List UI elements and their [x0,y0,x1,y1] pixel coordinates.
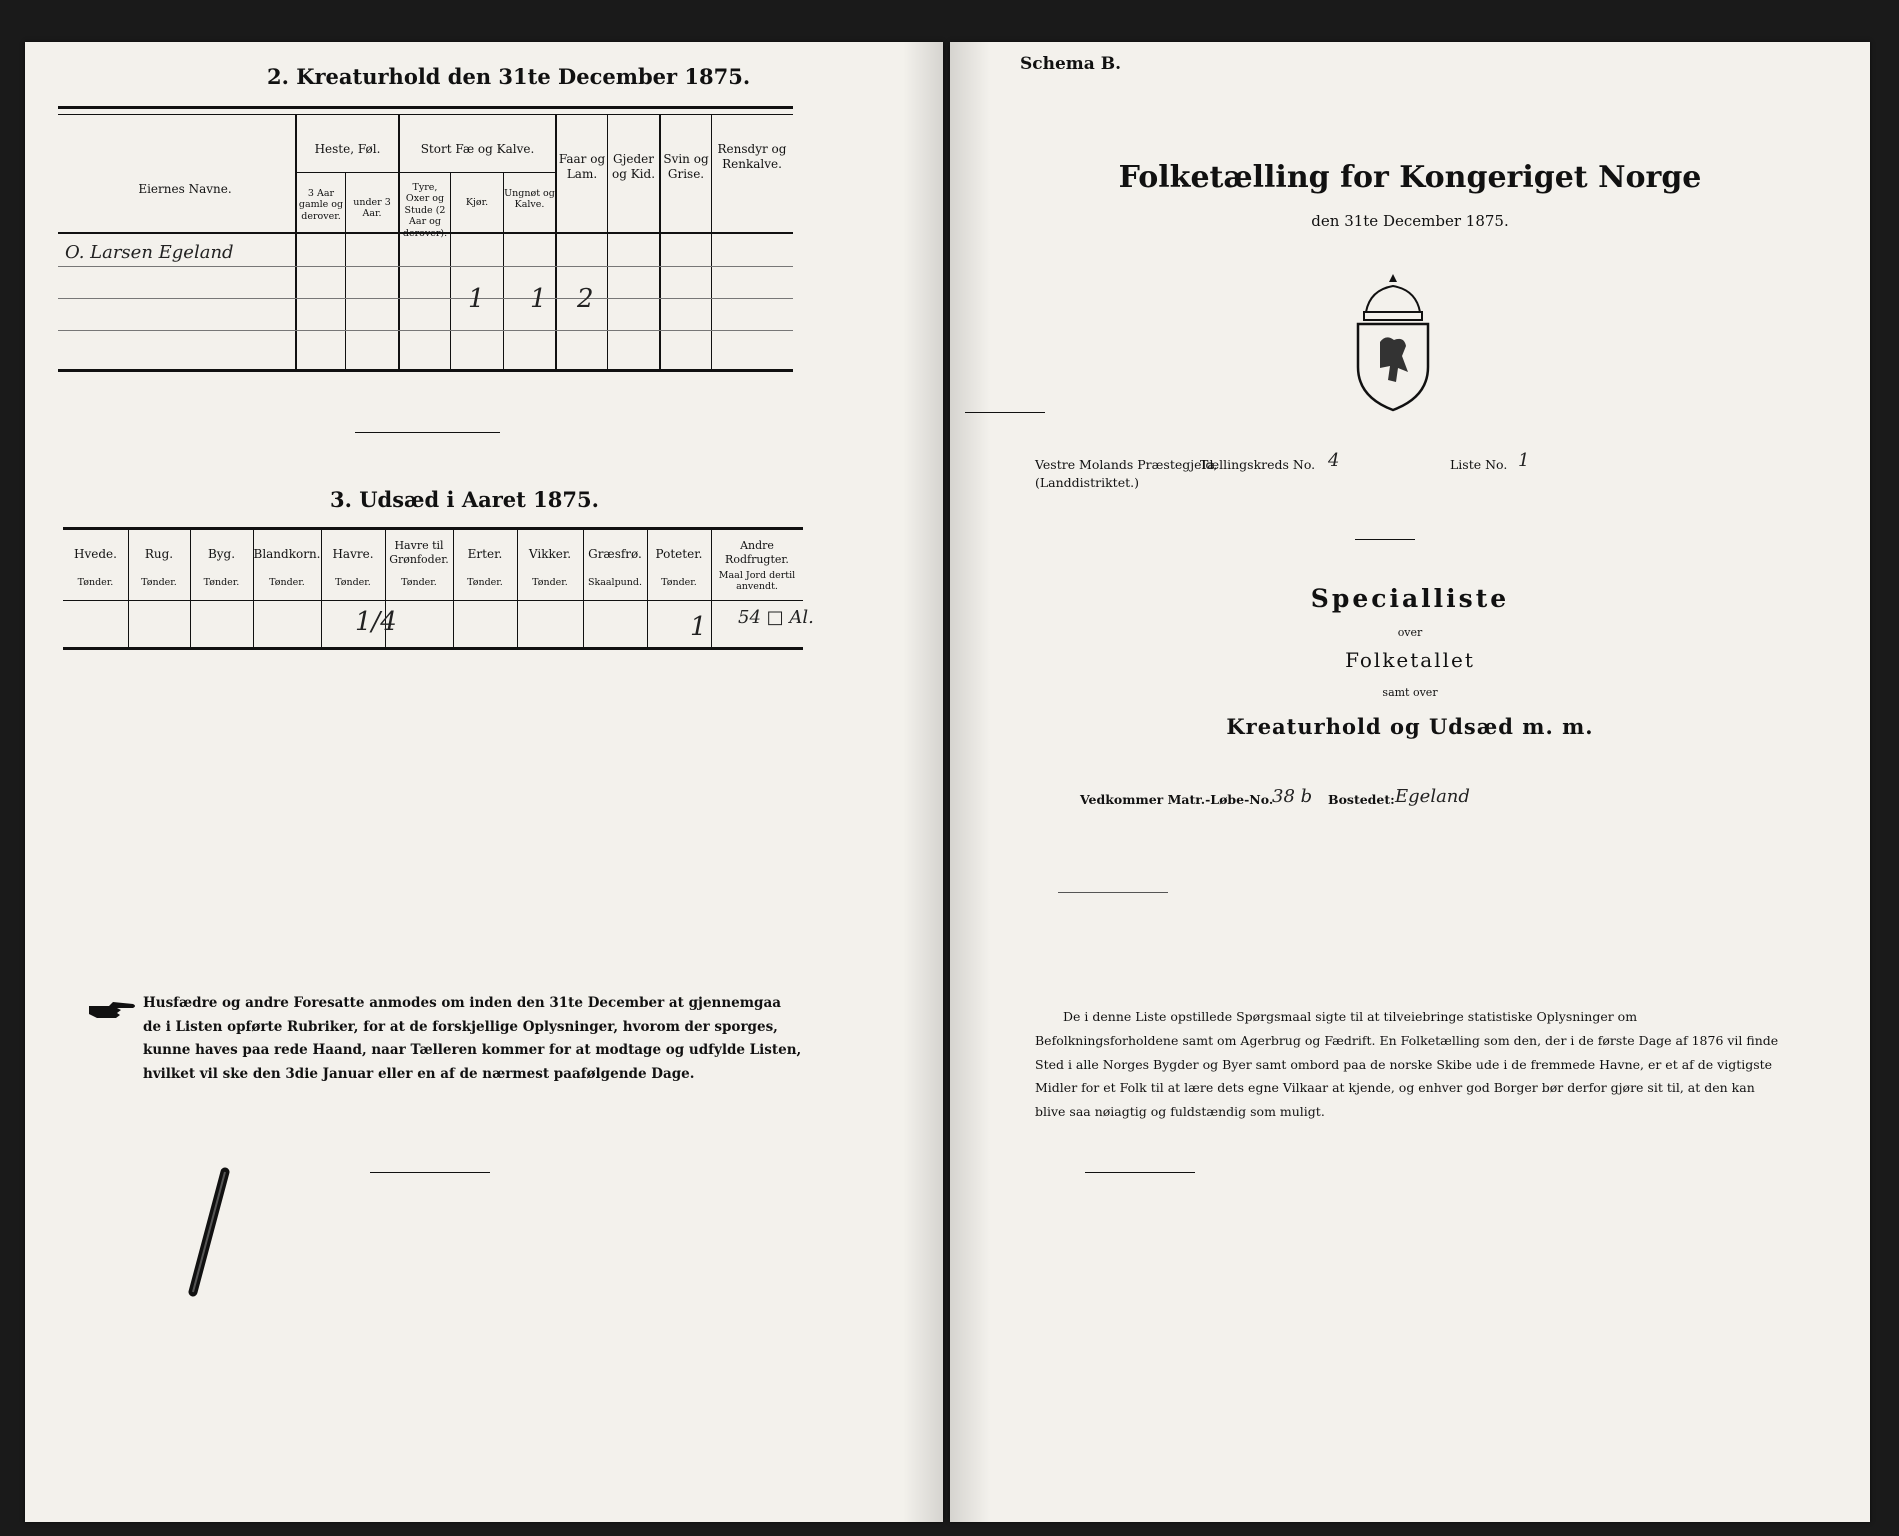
census-date: den 31te December 1875. [1311,212,1509,230]
sowing-col-header: Vikker. [528,547,572,561]
value-havre: 1/4 [355,607,397,637]
sowing-col-unit: Tønder. [661,577,697,588]
value-andre: 54 □ Al. [738,607,814,628]
header-horses-a: 3 Aar gamle og derover. [298,188,344,222]
parish-line1: Vestre Molands Præstegjeld, [1035,457,1218,472]
value-faar: 2 [577,284,594,314]
special-title: Specialliste [1310,584,1510,613]
footer-text: De i denne Liste opstillede Spørgsmaal sigte til at tilveiebringe statistiske Oplysninger om Befolkningsforholdene samt om Agerbrug og Fædrift. En Folketælling som den, der i de første Dage af 1876 vil finde Sted i alle Norges Bygder og Byer samt ombord paa de norske Skibe ude i de fremmede Havne, er et af de vigtigste Midler for et Folk til at lære dets egne Vilkaar at kjende, og enhver god Borger bør derfor gjøre sit til, at den kan blive saa nøiagtig og fuldstændig som muligt. [1035,1009,1779,1119]
pen-icon [185,1167,235,1297]
notice-text: Husfædre og andre Foresatte anmodes om inden den 31te December at gjennemgaa de i Listen opførte Rubriker, for at de forskjellige Oplysninger, hvorom der sporges, kunne haves paa rede Haand, naar Tælleren kommer for at modtage og udfylde Listen, hvilket vil ske den 3die Januar eller en af de nærmest paafølgende Dage. [143,995,802,1082]
sowing-col-header: Hvede. [74,547,117,561]
owner-name: O. Larsen Egeland [65,242,234,263]
header-horses: Heste, Føl. [314,142,381,156]
right-page [950,42,1870,1522]
value-poteter: 1 [690,612,707,642]
sowing-col-unit: Tønder. [335,577,371,588]
header-owner: Eiernes Navne. [138,182,232,196]
sowing-col-header: Blandkorn. [253,547,321,561]
header-pigs: Svin og Grise. [663,152,709,181]
sowing-col-header: Rug. [144,547,174,561]
sowing-col-header: Havre til Grønfoder. [389,539,449,566]
sowing-col-unit: Maal Jord dertil anvendt. [718,570,796,593]
section3-title: 3. Udsæd i Aaret 1875. [330,487,599,512]
value-kjor: 1 [468,284,485,314]
list-label: Liste No. [1450,457,1508,472]
sowing-col-unit: Tønder. [467,577,503,588]
sowing-col-unit: Tønder. [269,577,305,588]
section2-title: 2. Kreaturhold den 31te December 1875. [267,64,751,89]
sowing-col-header: Byg. [207,547,236,561]
matr-value: 38 b [1272,786,1313,807]
district-label: Tællingskreds No. [1200,457,1316,472]
header-cattle-b: Kjør. [465,197,489,208]
header-sheep: Faar og Lam. [558,152,606,181]
sowing-col-unit: Skaalpund. [587,577,643,588]
header-goats: Gjeder og Kid. [611,152,656,181]
sowing-col-header: Erter. [467,547,503,561]
sowing-col-header: Græsfrø. [588,547,642,561]
matr-label: Vedkommer Matr.-Løbe-No. [1080,792,1274,807]
kreatur-title: Kreaturhold og Udsæd m. m. [1226,714,1594,739]
parish-line2: (Landdistriktet.) [1035,475,1139,490]
pointing-hand-icon [87,1000,139,1022]
header-cattle: Stort Fæ og Kalve. [420,142,535,156]
header-cattle-c: Ungnøt og Kalve. [504,188,555,211]
sowing-col-unit: Tønder. [203,577,240,588]
header-horses-b: under 3 Aar. [353,197,391,220]
samt-over-text: samt over [1382,686,1438,699]
folketallet-text: Folketallet [1345,648,1475,672]
sowing-col-unit: Tønder. [141,577,177,588]
over-text: over [1397,626,1423,639]
main-title: Folketælling for Kongeriget Norge [1118,160,1702,195]
sowing-col-unit: Tønder. [77,577,114,588]
header-reindeer: Rensdyr og Renkalve. [717,142,787,171]
coat-of-arms-icon [1352,272,1434,414]
left-page [25,42,943,1522]
sowing-col-header: Havre. [332,547,374,561]
sowing-col-unit: Tønder. [532,577,568,588]
bosted-value: Egeland [1395,786,1470,807]
schema-label: Schema B. [1020,54,1122,74]
sowing-col-unit: Tønder. [401,577,437,588]
header-cattle-a: Tyre, Oxer og Stude (2 Aar og derover). [402,182,448,239]
sowing-col-header: Poteter. [655,547,703,561]
sowing-col-header: Andre Rodfrugter. [725,539,789,566]
district-value: 4 [1328,450,1340,471]
bosted-label: Bostedet: [1328,792,1395,807]
list-value: 1 [1518,450,1530,471]
value-ungnot: 1 [530,284,547,314]
